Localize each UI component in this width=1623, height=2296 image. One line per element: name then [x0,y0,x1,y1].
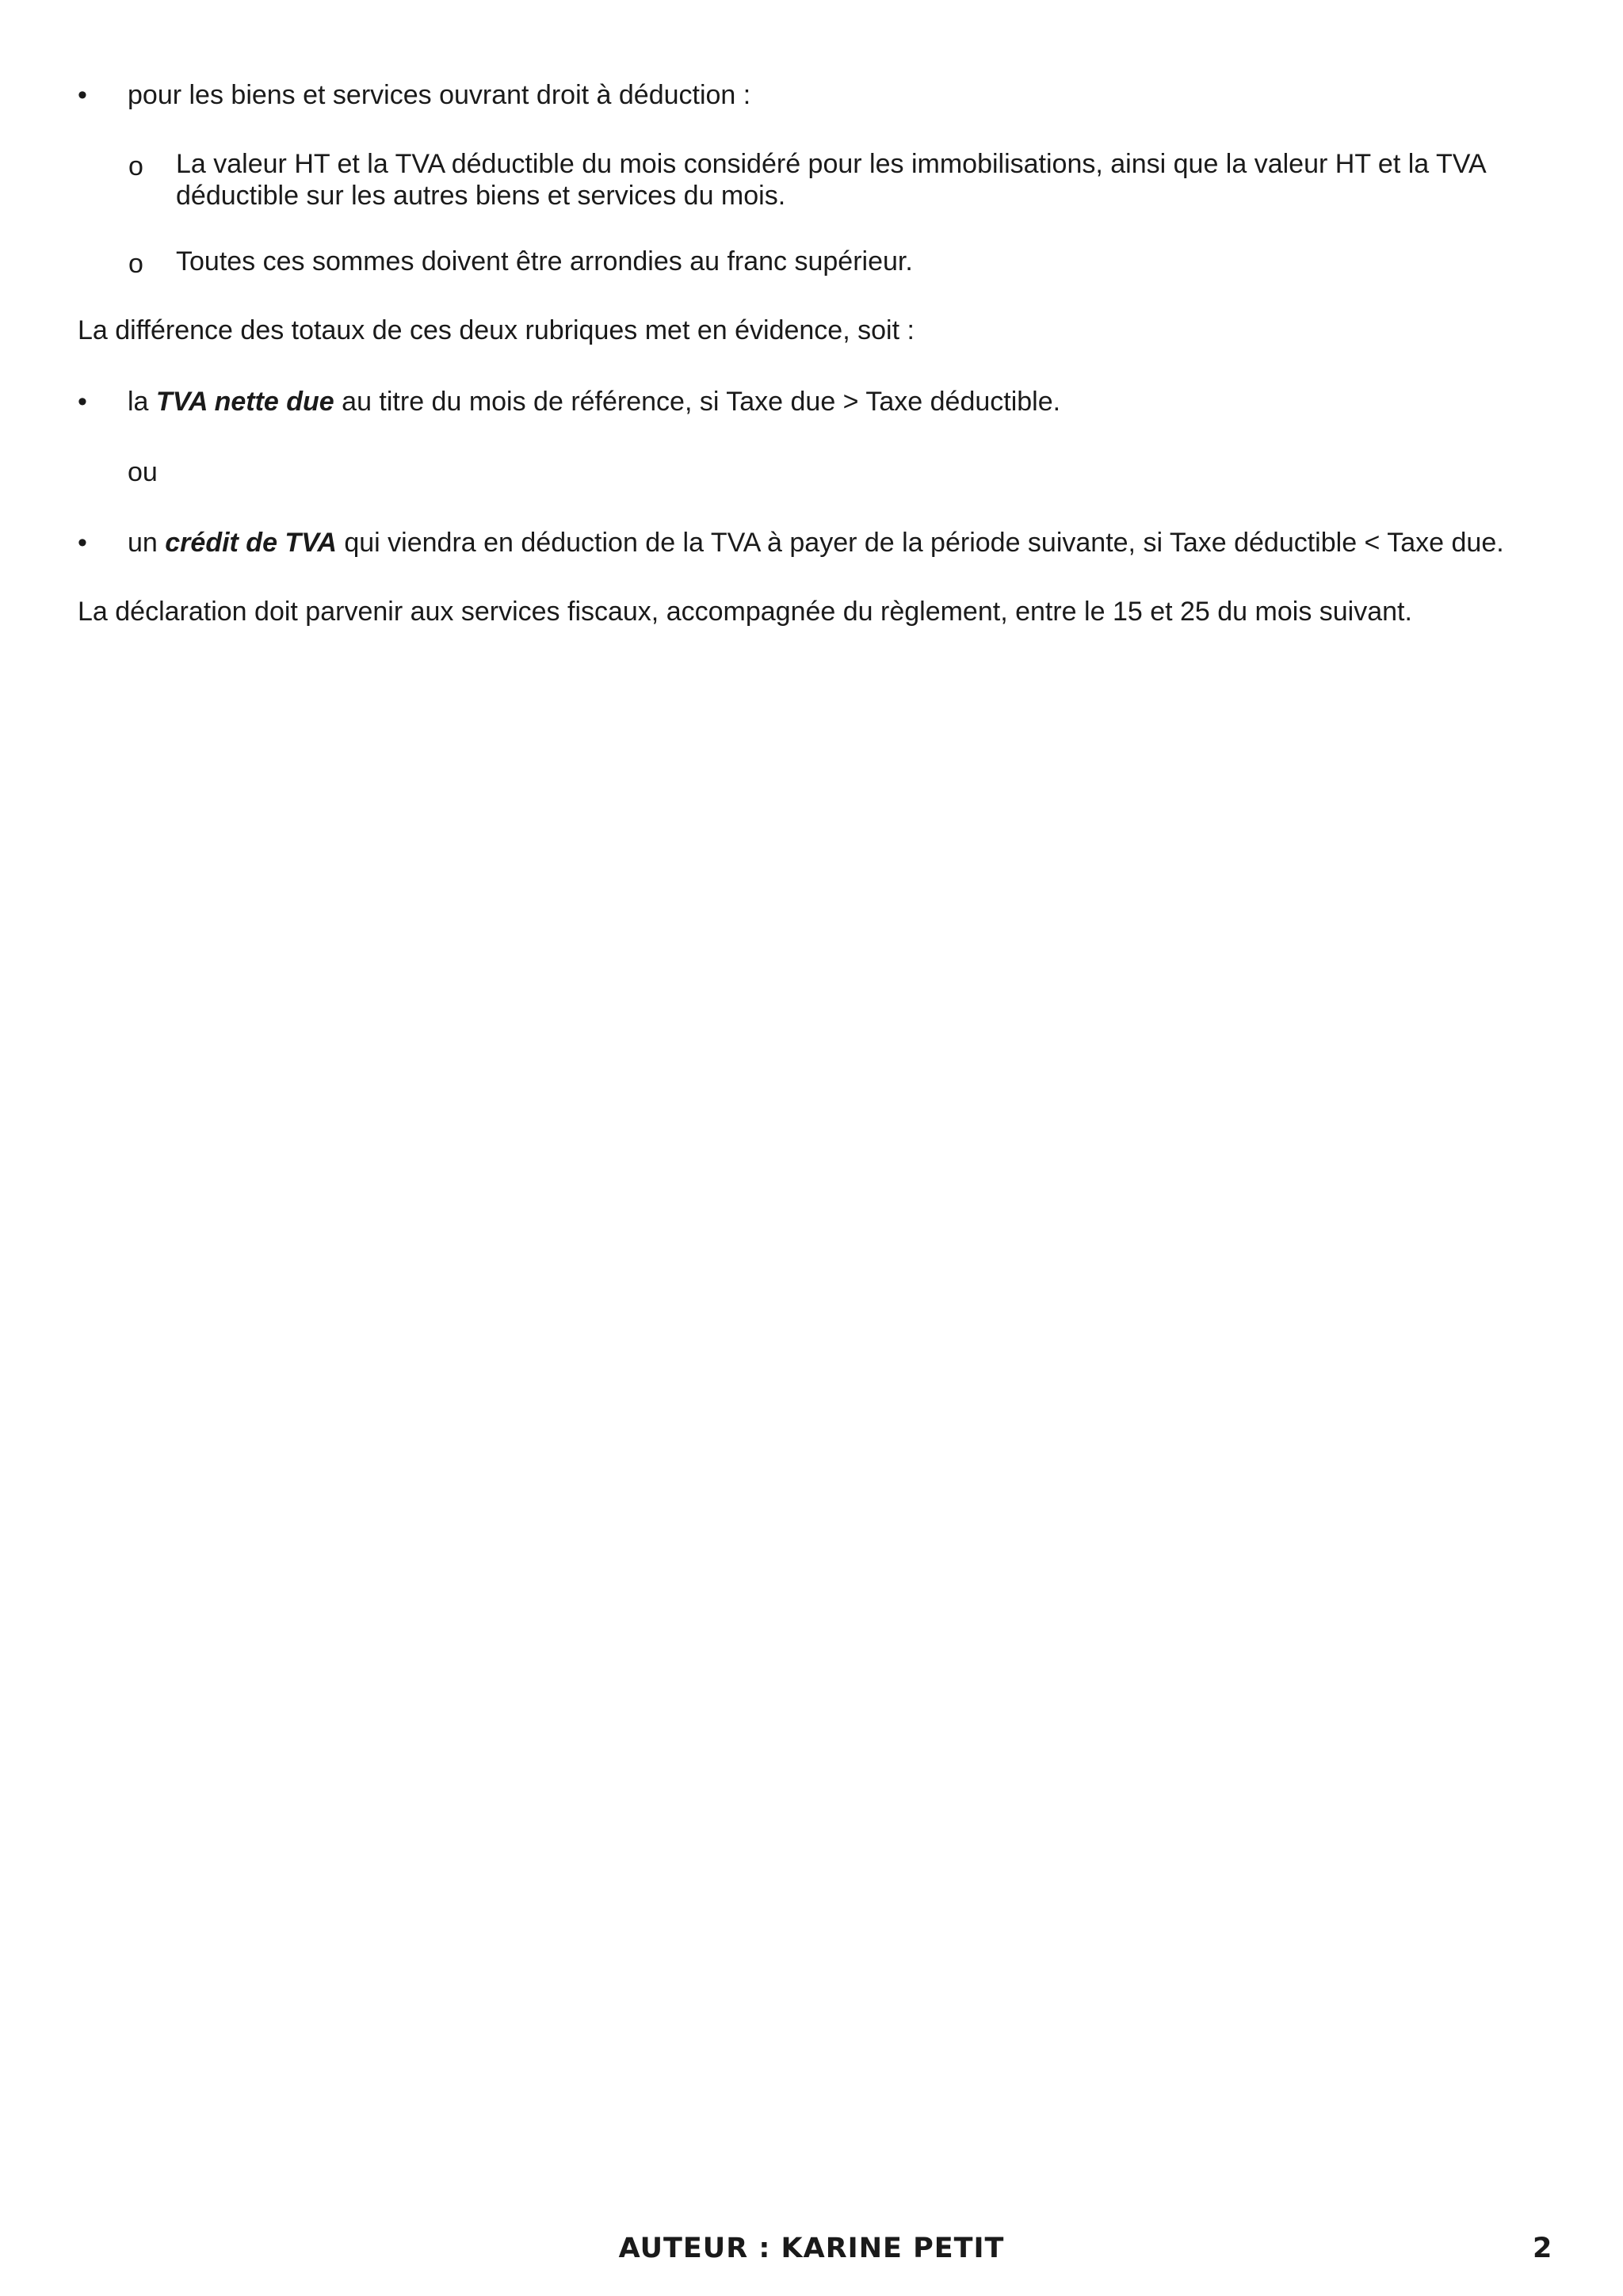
bullet-disc: • [78,387,87,417]
bullet-disc: • [78,80,87,110]
bullet-circle: o [128,249,143,279]
sub-item-valeur-ht-line1: La valeur HT et la TVA déductible du mois considéré pour les immobilisations, ainsi que la valeur HT et la TVA [176,149,1487,179]
sub-item-valeur-ht [176,148,1555,212]
connector-ou: ou [128,457,158,487]
paragraph-declaration: La déclaration doit parvenir aux services fiscaux, accompagnée du règlement, entre le 15 et 25 du mois suivant. [78,597,1412,627]
list-item-tva-nette [128,386,1060,418]
bullet-disc: • [78,528,87,558]
list-item-tva-nette-suffix: au titre du mois de référence, si Taxe due > Taxe déductible. [334,387,1061,417]
sub-item-arrondi: Toutes ces sommes doivent être arrondies au franc supérieur. [176,246,913,277]
list-item-credit-tva [128,527,1504,559]
list-item-tva-nette-emphasis: TVA nette due [155,387,334,417]
list-item-deduction: pour les biens et services ouvrant droit à déduction : [128,80,751,110]
list-item-credit-tva-prefix: un [128,528,166,558]
list-item-tva-nette-prefix: la [128,387,156,417]
list-item-credit-tva-emphasis: crédit de TVA [165,528,337,558]
paragraph-difference: La différence des totaux de ces deux rubriques met en évidence, soit : [78,315,915,345]
list-item-credit-tva-suffix: qui viendra en déduction de la TVA à payer de la période suivante, si Taxe déductible < Taxe due. [336,528,1504,558]
page-number: 2 [1533,2233,1552,2264]
footer-author: AUTEUR : KARINE PETIT [618,2233,1005,2264]
sub-item-valeur-ht-line2: déductible sur les autres biens et services du mois. [176,181,786,211]
bullet-circle: o [128,151,143,181]
